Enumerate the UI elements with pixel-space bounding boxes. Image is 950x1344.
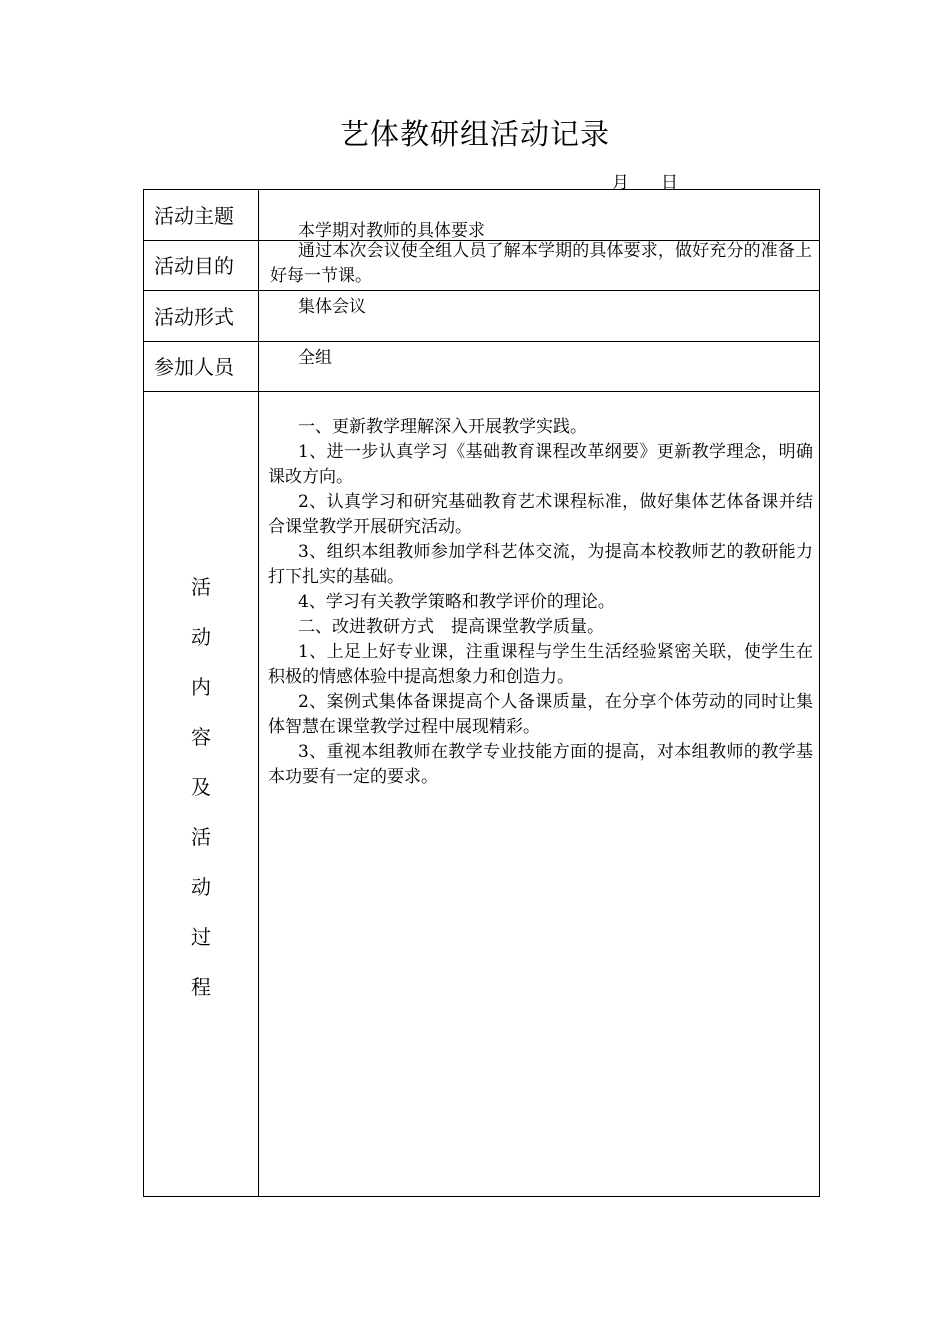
content-paragraph: 1、进一步认真学习《基础教育课程改革纲要》更新教学理念，明确课改方向。: [268, 442, 813, 487]
row-divider: [144, 341, 819, 342]
content-label-char: 及: [191, 775, 211, 799]
content-label-char: 过: [191, 925, 211, 949]
participants-label: 参加人员: [154, 355, 234, 379]
date-day-label: 日: [661, 173, 678, 193]
date-month-label: 月: [612, 173, 629, 193]
content-paragraph: 2、案例式集体备课提高个人备课质量，在分享个体劳动的同时让集体智慧在课堂教学过程中展现精彩。: [268, 692, 813, 737]
purpose-value: 通过本次会议使全组人员了解本学期的具体要求，做好充分的准备上好每一节课。: [270, 241, 812, 286]
content-label-char: 活: [191, 825, 211, 849]
content-paragraph: 二、改进教研方式 提高课堂教学质量。: [298, 617, 604, 637]
content-paragraph: 一、更新教学理解深入开展教学实践。: [298, 417, 587, 437]
content-paragraph: 2、认真学习和研究基础教育艺术课程标准，做好集体艺体备课并结合课堂教学开展研究活动。: [268, 492, 813, 537]
content-paragraph: 4、学习有关教学策略和教学评价的理论。: [298, 592, 615, 612]
theme-value: 本学期对教师的具体要求: [298, 221, 485, 241]
content-paragraph: 3、重视本组教师在教学专业技能方面的提高，对本组教师的教学基本功要有一定的要求。: [268, 742, 813, 787]
content-label-char: 动: [191, 625, 211, 649]
row-divider: [144, 391, 819, 392]
content-label-char: 容: [191, 725, 211, 749]
activity-record-table: [143, 189, 820, 1197]
content-label-char: 程: [191, 975, 211, 999]
theme-label: 活动主题: [154, 204, 234, 228]
purpose-label: 活动目的: [154, 254, 234, 278]
page-title: 艺体教研组活动记录: [339, 117, 610, 151]
content-paragraph: 3、组织本组教师参加学科艺体交流，为提高本校教师艺的教研能力打下扎实的基础。: [268, 542, 813, 587]
content-body: [268, 415, 813, 790]
content-label-char: 活: [191, 575, 211, 599]
form-label: 活动形式: [154, 305, 234, 329]
content-paragraph: 1、上足上好专业课，注重课程与学生生活经验紧密关联，使学生在积极的情感体验中提高想象力和创造力。: [268, 642, 813, 687]
participants-value: 全组: [298, 348, 332, 368]
content-label-char: 内: [191, 675, 211, 699]
form-value: 集体会议: [298, 297, 366, 317]
row-divider: [144, 290, 819, 291]
content-label-char: 动: [191, 875, 211, 899]
content-vertical-label: [144, 573, 258, 1023]
